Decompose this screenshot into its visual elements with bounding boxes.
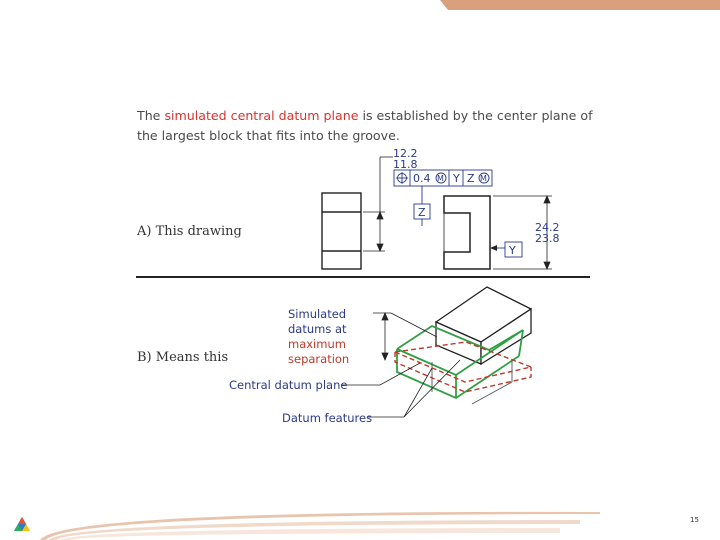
- section-divider: [136, 276, 590, 278]
- section-b-label: B) Means this: [137, 350, 229, 365]
- simulated-line-2: datums at: [288, 322, 347, 336]
- fcf-mod1: M: [437, 174, 444, 183]
- front-view-part: [444, 196, 490, 269]
- section-a-label: A) This drawing: [137, 224, 242, 239]
- bottom-stripes: [0, 490, 720, 540]
- datum-part: [432, 360, 512, 404]
- simulated-line-1: Simulated: [288, 307, 347, 321]
- datum-y-arrow: [490, 245, 497, 251]
- page-number: 15: [690, 516, 699, 524]
- fcf-mod2: M: [480, 174, 487, 183]
- simulated-datums-label: [288, 307, 349, 367]
- dim-top-upper: 12.2: [393, 147, 418, 160]
- intro-highlight: simulated central datum plane: [164, 108, 359, 123]
- intro-text-after: is established by the center plane of the largest block that fits into the groove.: [137, 108, 593, 143]
- simulated-line-4: separation: [288, 352, 350, 366]
- central-datum-plane-label: Central datum plane: [229, 378, 348, 392]
- datum-features-label: Datum features: [282, 411, 373, 425]
- datum-z-label: Z: [418, 206, 426, 219]
- intro-text-before: The: [137, 108, 165, 123]
- side-view-block: [322, 193, 361, 269]
- fcf-datum-2: Z: [467, 172, 475, 185]
- dim-right-lower: 23.8: [535, 232, 560, 245]
- datum-y-label: Y: [509, 244, 516, 257]
- top-block: [436, 287, 531, 364]
- groove-width-dimension: [363, 157, 393, 251]
- fcf-value: 0.4: [413, 172, 431, 185]
- dim-right-upper: 24.2: [535, 221, 560, 234]
- simulated-line-3: maximum: [288, 337, 346, 351]
- dim-top-lower: 11.8: [393, 158, 418, 171]
- fcf-datum-1: Y: [453, 172, 460, 185]
- logo-icon: [13, 516, 31, 532]
